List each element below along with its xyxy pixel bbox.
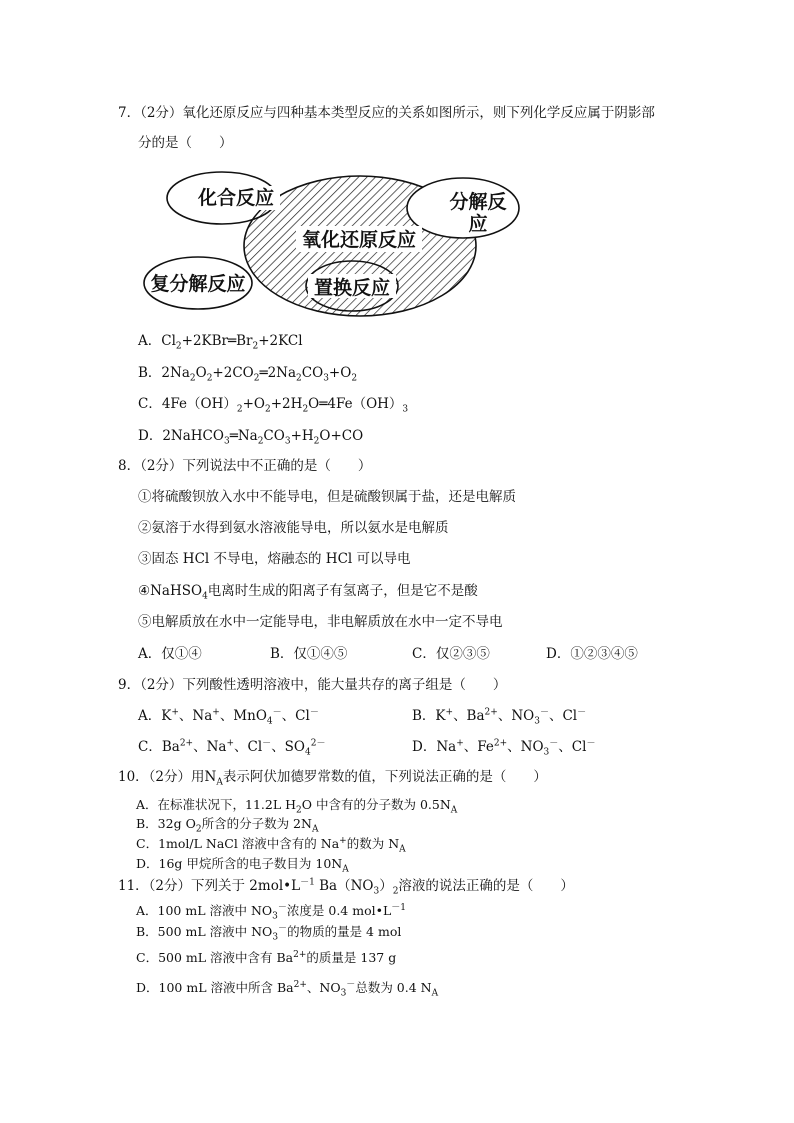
q8-option-d: D．①②③④⑤ (546, 646, 638, 662)
reaction-relationship-diagram (138, 168, 528, 320)
q7-stem-line2: 分的是（ ） (138, 135, 233, 151)
double-displacement-label: 复分解反应 (150, 273, 246, 295)
q8-statement-4: ④NaHSO$_4$电离时生成的阳离子有氢离子，但是它不是酸 (138, 583, 478, 602)
decomposition-label-1: 分解反 (449, 191, 507, 213)
q8-statement-5: ⑤电解质放在水中一定能导电，非电解质放在水中一定不导电 (138, 614, 503, 630)
q10-option-a: A．在标准状况下，11.2L $H_2O$ 中含有的分子数为 $0.5N_A$ (136, 797, 458, 816)
q8-option-b: B．仅①④⑤ (270, 646, 348, 662)
q8-statement-3: ③固态 HCl 不导电，熔融态的 HCl 可以导电 (138, 551, 411, 567)
q8-stem: 8．（2分）下列说法中不正确的是（ ） (118, 458, 372, 474)
q8-option-a: A．仅①④ (138, 646, 202, 662)
q9-option-a: A．K+、Na+、MnO$_4$－、Cl－ (138, 707, 319, 727)
q11-option-d: D．100 mL 溶液中所含 $Ba^{2+}$、$NO_3^-$总数为 0.4 $N_A$ (136, 979, 439, 999)
q7-option-c: C．$4Fe(OH)_2+O_2+2H_2O═4Fe(OH)_3$ (138, 396, 409, 415)
q7-option-b: B．$2Na_2O_2+2CO_2═2Na_2CO_3+O_2$ (138, 365, 358, 384)
q10-option-b: B．32g $O_2$所含的分子数为 $2N_A$ (136, 816, 319, 835)
q7-option-a: A．$Cl_2+2KBr═Br_2+2KCl$ (138, 333, 303, 352)
q11-option-b: B．500 mL 溶液中 $NO_3^-$的物质的量是 4 mol (136, 923, 402, 943)
combination-label: 化合反应 (197, 187, 275, 209)
q8-statement-2: ②氨溶于水得到氨水溶液能导电，所以氨水是电解质 (138, 520, 449, 536)
q11-option-a: A．100 mL 溶液中 $NO_3^-$浓度是 0.4 $mol•L^{-1}$ (136, 902, 407, 922)
q9-option-b: B．K+、$Ba^{2+}$、$NO_3^-$、Cl－ (412, 707, 587, 727)
decomposition-label-2: 应 (468, 213, 488, 235)
q10-option-d: D．16g 甲烷所含的电子数目为 $10N_A$ (136, 856, 349, 875)
q8-option-c: C．仅②③⑤ (412, 646, 490, 662)
q10-stem: 10．（2分）用$N_A$表示阿伏加德罗常数的值，下列说法正确的是（ ） (118, 769, 547, 788)
q10-option-c: C．1mol/L NaCl 溶液中含有的 Na+的数为 $N_A$ (136, 835, 406, 855)
q7-option-d: D．$2NaHCO_3═Na_2CO_3+H_2O+CO$ (138, 428, 364, 447)
redox-label: 氧化还原反应 (301, 229, 417, 251)
q9-stem: 9．（2分）下列酸性透明溶液中，能大量共存的离子组是（ ） (118, 677, 507, 693)
single-displacement-label: 置换反应 (313, 277, 391, 299)
q9-option-d: D．Na+、$Fe^{2+}$、$NO_3^-$、Cl－ (412, 738, 596, 758)
q11-stem: 11．（2分）下列关于 $2mol•L^{-1}$ $Ba(NO_3)_2$溶液的说法正确的是（ ） (118, 877, 574, 897)
q8-statement-1: ①将硫酸钡放入水中不能导电，但是硫酸钡属于盐，还是电解质 (138, 489, 516, 505)
q9-option-c: C．$Ba^{2+}$、Na+、Cl－、$SO_4^{2-}$ (138, 738, 326, 758)
q7-stem-line1: 7．（2分）氧化还原反应与四种基本类型反应的关系如图所示，则下列化学反应属于阴影部 (118, 105, 655, 121)
q11-option-c: C．500 mL 溶液中含有 $Ba^{2+}$的质量是 137 g (136, 949, 397, 965)
